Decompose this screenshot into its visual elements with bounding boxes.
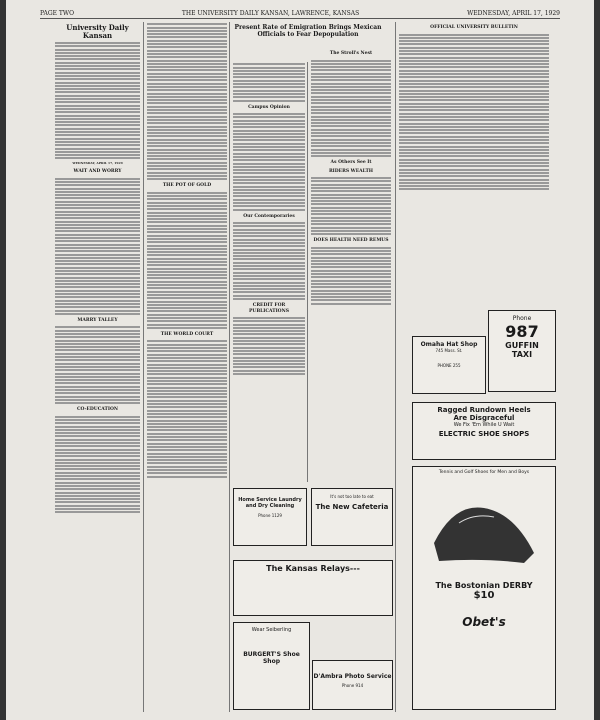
right-scan-edge bbox=[594, 0, 600, 720]
lead-headline: Present Rate of Emigration Brings Mexican Officials to Fear Depopulation bbox=[234, 24, 382, 38]
laundry-title: Home Service Laundry and Dry Cleaning bbox=[238, 497, 302, 509]
editorial-title: WAIT AND WORRY bbox=[73, 169, 122, 175]
derby-shoe-ad bbox=[412, 466, 556, 710]
hat-title: Omaha Hat Shop bbox=[420, 341, 478, 348]
taxi-sub: TAXI bbox=[511, 350, 533, 359]
editorial-title: MARRY TALLEY bbox=[77, 317, 118, 323]
taxi-phone-label: Phone bbox=[512, 315, 532, 322]
shoe-repair-ad bbox=[412, 402, 556, 460]
laundry-ad bbox=[233, 488, 307, 546]
shoe-name: ELECTRIC SHOE SHOPS bbox=[438, 430, 530, 438]
column-4 bbox=[311, 48, 391, 482]
shoe-line1: Ragged Rundown Heels bbox=[437, 406, 531, 414]
editorial-title: CO-EDUCATION bbox=[76, 407, 119, 413]
section-title: CREDIT FOR PUBLICATIONS bbox=[249, 303, 289, 314]
laundry-phone: Phone 1129 bbox=[258, 513, 282, 518]
hat-address: 745 Mass. St. bbox=[435, 348, 463, 353]
derby-name: The Bostonian DERBY bbox=[435, 581, 533, 590]
left-scan-edge bbox=[0, 0, 6, 720]
article-title: THE WORLD COURT bbox=[160, 331, 214, 337]
relays-ad bbox=[233, 560, 393, 616]
editorial-column-2 bbox=[147, 22, 227, 712]
derby-brand: Obet's bbox=[462, 615, 506, 629]
section-title: The Stroll's Nest bbox=[329, 51, 373, 56]
cafeteria-text: It's not too late to eat bbox=[330, 494, 374, 499]
burgert-top: Wear Seiberling bbox=[251, 627, 292, 633]
shoe-line2: Are Disgraceful bbox=[453, 414, 515, 422]
section-title: RIDERS WEALTH bbox=[328, 168, 374, 174]
page-number: PAGE TWO bbox=[40, 9, 74, 17]
masthead-date: WEDNESDAY, APRIL 17, 1929 bbox=[72, 161, 123, 166]
burgert-ad bbox=[233, 622, 310, 710]
masthead-title: University Daily Kansan bbox=[66, 23, 129, 40]
cafeteria-ad bbox=[311, 488, 393, 546]
derby-top: Tennis and Golf Shoes for Men and Boys bbox=[438, 470, 530, 475]
relays-title: The Kansas Relays--- bbox=[266, 564, 360, 573]
article-title: THE POT OF GOLD bbox=[162, 183, 212, 189]
shoe-image bbox=[424, 483, 544, 573]
taxi-name: GUFFIN bbox=[505, 341, 539, 350]
derby-price: $10 bbox=[473, 590, 495, 601]
hat-shop-ad bbox=[412, 336, 486, 394]
taxi-number: 987 bbox=[505, 322, 539, 341]
burgert-name: BURGERT'S Shoe Shop bbox=[243, 651, 300, 665]
photo-phone: Phone 914 bbox=[341, 683, 364, 688]
page-header bbox=[40, 8, 560, 19]
hat-phone: PHONE 255 bbox=[437, 363, 461, 368]
photo-title: D'Ambra Photo Service bbox=[313, 673, 392, 680]
paper-name: THE UNIVERSITY DAILY KANSAN, LAWRENCE, KANSAS bbox=[181, 9, 360, 17]
photo-ad bbox=[312, 660, 393, 710]
taxi-ad bbox=[488, 310, 556, 392]
bulletin-title: OFFICIAL UNIVERSITY BULLETIN bbox=[430, 25, 518, 30]
cafeteria-name: The New Cafeteria bbox=[315, 503, 389, 511]
page-date: WEDNESDAY, APRIL 17, 1929 bbox=[467, 9, 560, 17]
section-title: Campus Opinion bbox=[248, 104, 290, 110]
university-bulletin bbox=[399, 22, 549, 322]
column-3 bbox=[233, 62, 305, 482]
shoe-line3: We Fix 'Em While U Wait bbox=[453, 422, 515, 428]
section-title: Our Contemporaries bbox=[243, 213, 295, 219]
section-title: DOES HEALTH NEED REMUS bbox=[313, 238, 389, 244]
editorial-column bbox=[55, 22, 140, 712]
section-title: As Others See It bbox=[330, 160, 372, 166]
